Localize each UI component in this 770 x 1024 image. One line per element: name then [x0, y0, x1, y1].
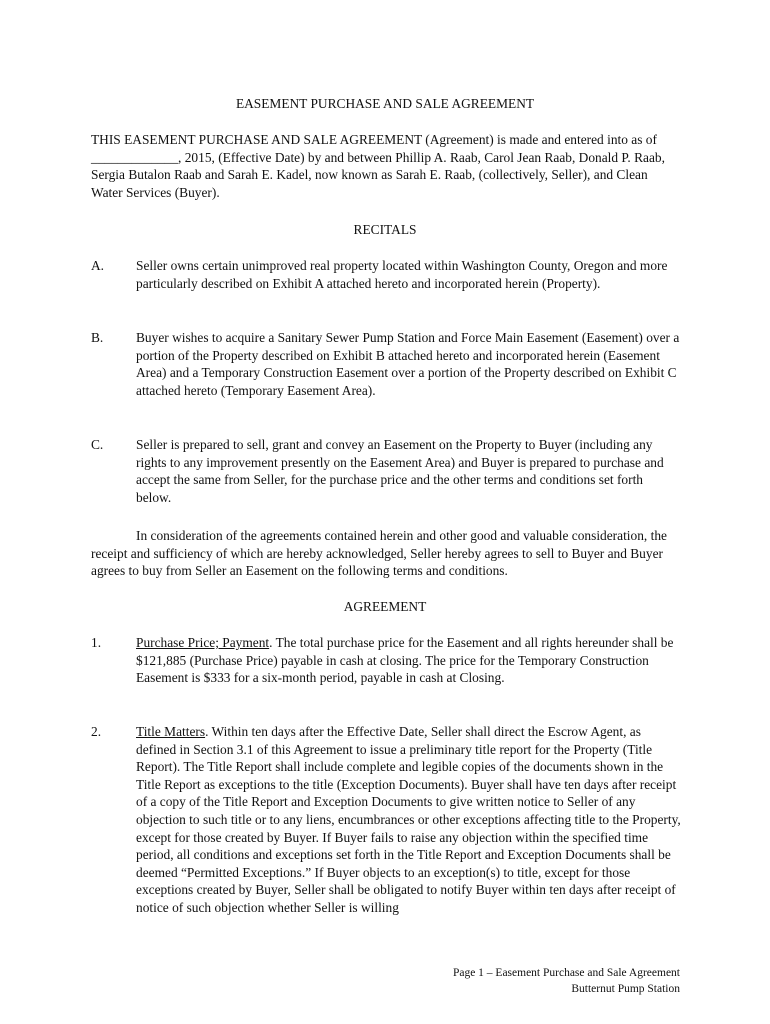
recital-text: Seller is prepared to sell, grant and convey an Easement on the Property to Buyer (including any rights to any improvement presently on the Easement Area) and Buyer is prepared to purchase and accept the same from Seller, for the purchase price and the other terms and conditions set forth below.: [136, 437, 664, 505]
recital-text: Seller owns certain unimproved real property located within Washington County, Oregon and more particularly described on Exhibit A attached hereto and incorporated herein (Property).: [136, 258, 668, 291]
recital-b: [91, 329, 681, 399]
recitals-heading: RECITALS: [353, 222, 417, 237]
recital-letter: B.: [91, 330, 104, 345]
recital-a: [91, 257, 681, 292]
section-text: [136, 634, 681, 687]
intro-paragraph: THIS EASEMENT PURCHASE AND SALE AGREEMENT (Agreement) is made and entered into as of _____________, 2015, (Effective Date) by and between Phillip A. Raab, Carol Jean Raab, Donald P. Raab, Sergia Butalon Raab and Sarah E. Kadel, now known as Sarah E. Raab, (collectively, Seller), and Clean Water Services (Buyer).: [91, 132, 665, 200]
section-2: [91, 723, 681, 917]
document-title: EASEMENT PURCHASE AND SALE AGREEMENT: [235, 96, 535, 111]
page-footer: [453, 965, 680, 997]
section-heading: Title Matters: [136, 724, 206, 739]
section-1: [91, 634, 681, 687]
section-heading: Purchase Price; Payment: [136, 635, 270, 650]
section-body: . The total purchase price for the Easement and all rights hereunder shall be $121,885 (Purchase Price) payable in cash at closing. The price for the Temporary Construction Easement is $333 for a six-month period, payable in cash at Closing.: [136, 635, 674, 686]
section-body: . Within ten days after the Effective Date, Seller shall direct the Escrow Agent, as defined in Section 3.1 of this Agreement to issue a preliminary title report for the Property (Title Report). The Title Report shall include complete and legible copies of the documents shown in the Title Report as exceptions to the title (Exception Documents). Buyer shall have ten days after receipt of a copy of the Title Report and Exception Documents to give written notice to Seller of any objection to such title or to any liens, encumbrances or other exceptions affecting title to the Property, except for those created by Buyer. If Buyer fails to raise any objection within the specified time period, all conditions and exceptions set forth in the Title Report and Exception Documents shall be deemed “Permitted Exceptions.” If Buyer objects to an exception(s) to title, except for those exceptions created by Buyer, Seller shall be obligated to notify Buyer within ten days after receipt of notice of such objection whether Seller is willing: [136, 724, 681, 915]
recital-c: [91, 436, 681, 506]
footer-page-label: Page 1 – Easement Purchase and Sale Agreement: [452, 967, 680, 979]
footer-project-label: Butternut Pump Station: [571, 983, 680, 995]
section-number: 1.: [91, 635, 102, 650]
agreement-heading: AGREEMENT: [343, 599, 427, 614]
recital-text: Buyer wishes to acquire a Sanitary Sewer Pump Station and Force Main Easement (Easement) over a portion of the Property described on Exhibit B attached hereto and incorporated herein (Easement Area) and a Temporary Construction Easement over a portion of the Property described on Exhibit C attached hereto (Temporary Easement Area).: [136, 330, 680, 398]
consideration-paragraph: In consideration of the agreements contained herein and other good and valuable consideration, the receipt and sufficiency of which are hereby acknowledged, Seller hereby agrees to sell to Buyer and Buyer agrees to buy from Seller an Easement on the following terms and conditions.: [91, 528, 667, 579]
recital-letter: A.: [91, 258, 105, 273]
section-number: 2.: [91, 724, 102, 739]
recital-letter: C.: [91, 437, 104, 452]
section-text: [136, 723, 681, 917]
